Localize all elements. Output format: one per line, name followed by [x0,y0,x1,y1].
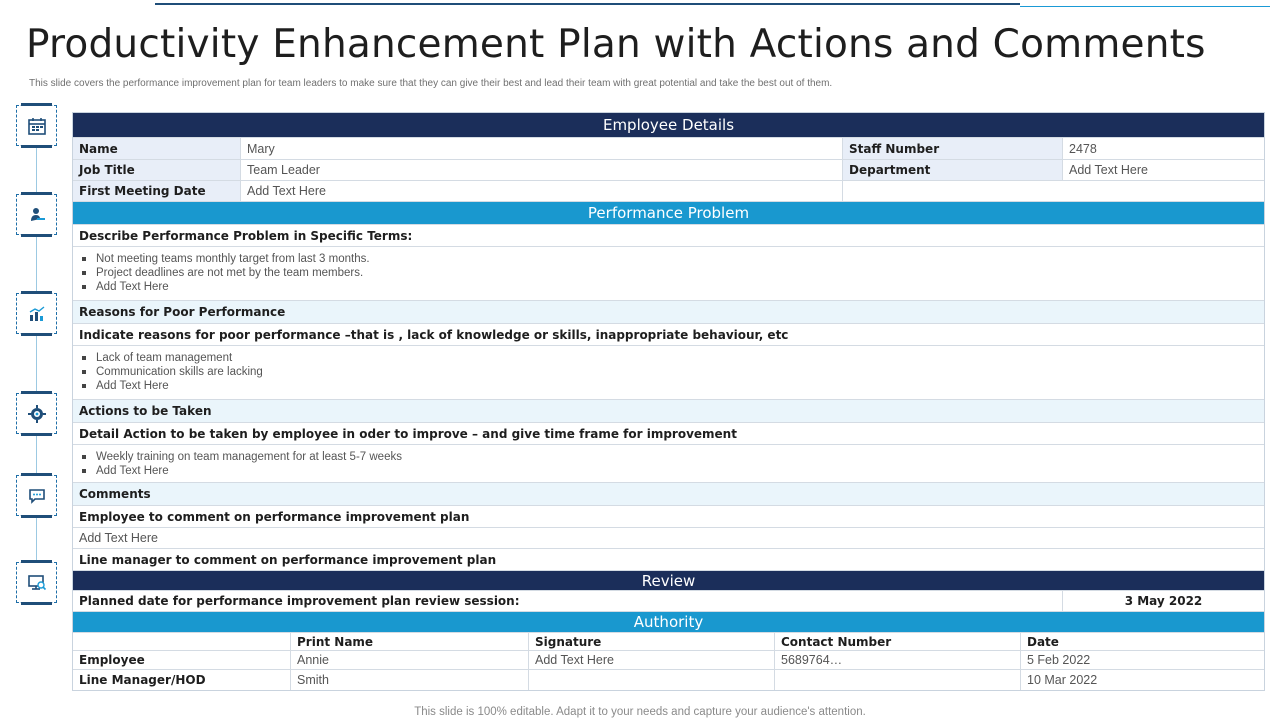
first-meeting-label: First Meeting Date [73,181,241,201]
table-row [73,445,1264,483]
monitor-search-icon [16,562,57,603]
table-row [73,591,1264,612]
table-row [73,670,1264,690]
plan-table [72,112,1265,691]
table-row [73,181,1264,202]
authority-print-name: Annie [291,651,529,669]
column-header-contact-number: Contact Number [775,633,1021,650]
job-title-value: Team Leader [241,160,843,180]
department-value: Add Text Here [1069,163,1148,177]
page-subtitle: This slide covers the performance improvement plan for team leaders to make sure that they can give their best and lead their team with great potential and take the best out of them. [29,78,833,89]
table-row [73,301,1264,324]
table-row [73,225,1264,247]
first-meeting-value: Add Text Here [241,181,843,201]
authority-signature [529,670,775,690]
reasons-heading: Reasons for Poor Performance [79,305,286,319]
authority-contact [775,670,1021,690]
table-row [73,247,1264,301]
actions-list [73,445,1264,482]
target-gear-icon [16,393,57,434]
authority-date: 5 Feb 2022 [1027,653,1091,667]
authority-role: Employee [73,651,291,669]
column-header-signature: Signature [529,633,775,650]
page-title: Productivity Enhancement Plan with Actions and Comments [26,22,1206,67]
list-item: Project deadlines are not met by the team members. [79,266,1258,280]
describe-problem-label: Describe Performance Problem in Specific Terms: [79,228,413,243]
table-row [73,138,1264,160]
name-label: Name [73,138,241,159]
actions-label: Detail Action to be taken by employee in oder to improve – and give time frame for improvement [79,426,737,441]
list-item: Communication skills are lacking [79,365,1258,379]
manager-comment-label: Line manager to comment on performance improvement plan [79,552,497,567]
staff-number-value: 2478 [1069,141,1097,156]
growth-chart-icon [16,293,57,334]
table-row [73,651,1264,670]
performance-problem-heading: Performance Problem [73,202,1264,224]
table-row [73,506,1264,528]
table-row [73,346,1264,400]
list-item: Weekly training on team management for at least 5-7 weeks [79,450,1258,464]
column-header-date: Date [1027,634,1059,649]
employee-details-header-row [73,113,1264,138]
performance-problem-header-row [73,202,1264,225]
list-item: Not meeting teams monthly target from last 3 months. [79,252,1258,266]
authority-contact: 5689764… [775,651,1021,669]
calendar-icon [16,105,57,146]
name-value: Mary [241,138,843,159]
list-item: Add Text Here [79,280,1258,294]
employee-details-heading: Employee Details [73,113,1264,137]
column-header-print-name: Print Name [291,633,529,650]
reasons-label: Indicate reasons for poor performance –that is , lack of knowledge or skills, inappropriate behaviour, etc [79,327,789,342]
authority-date: 10 Mar 2022 [1027,673,1098,687]
review-label: Planned date for performance improvement plan review session: [73,591,1063,611]
list-item: Add Text Here [79,379,1258,393]
job-title-label: Job Title [73,160,241,180]
column-header [73,633,291,650]
table-row [73,324,1264,346]
chat-bubble-icon [16,475,57,516]
authority-role: Line Manager/HOD [73,670,291,690]
table-row [73,549,1264,571]
empty-cell [843,181,1264,201]
list-item: Add Text Here [79,464,1258,478]
table-row [73,528,1264,549]
authority-print-name: Smith [291,670,529,690]
person-desk-icon [16,194,57,235]
table-row [73,160,1264,181]
top-accent-line [155,3,1020,5]
review-header-row [73,571,1264,591]
table-row [73,423,1264,445]
authority-columns-row [73,633,1264,651]
reasons-list [73,346,1264,399]
list-item: Lack of team management [79,351,1258,365]
footer-note: This slide is 100% editable. Adapt it to your needs and capture your audience's attention. [414,706,866,718]
comments-heading: Comments [79,487,151,501]
authority-heading: Authority [73,612,1264,632]
department-label: Department [843,160,1063,180]
employee-comment-value: Add Text Here [79,531,158,545]
describe-problem-list [73,247,1264,300]
top-accent-line-light [1020,6,1270,7]
authority-header-row [73,612,1264,633]
staff-number-label: Staff Number [843,138,1063,159]
review-date: 3 May 2022 [1124,594,1203,608]
actions-heading: Actions to be Taken [79,404,212,418]
review-heading: Review [73,571,1264,590]
table-row [73,400,1264,423]
employee-comment-label: Employee to comment on performance improvement plan [79,509,470,524]
table-row [73,483,1264,506]
authority-signature: Add Text Here [529,651,775,669]
